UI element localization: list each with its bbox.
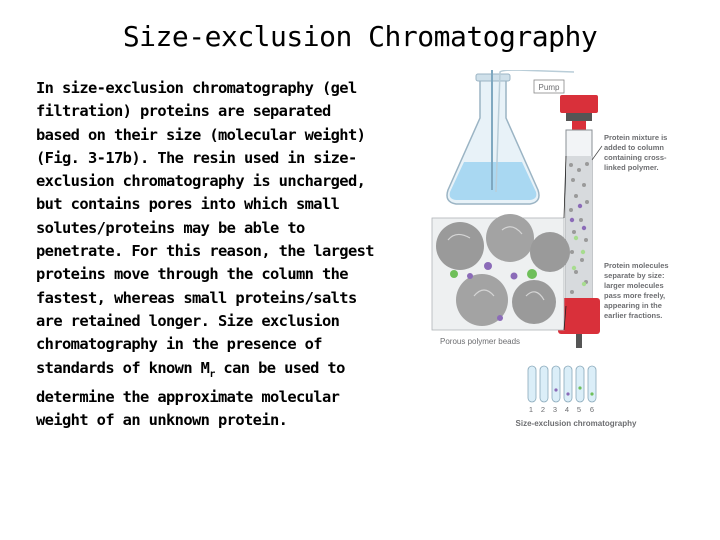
body-line: determine the approximate molecular xyxy=(36,387,340,406)
body-line: fastest, whereas small proteins/salts xyxy=(36,288,357,307)
body-paragraph xyxy=(36,77,428,433)
caption-mid: Protein molecules separate by size: larger molecules pass more freely, appearing in the earlier fractions. xyxy=(604,261,669,320)
body-line-mr-prefix: standards of known M xyxy=(36,358,210,377)
pump-label: Pump xyxy=(538,83,560,92)
body-line: proteins move through the column the xyxy=(36,265,348,284)
figure-title: Size-exclusion chromatography xyxy=(515,419,637,428)
body-line: filtration) proteins are separated xyxy=(36,102,331,121)
body-line: exclusion chromatography is uncharged, xyxy=(36,172,366,191)
body-line: penetrate. For this reason, the largest xyxy=(36,242,374,261)
body-line: solutes/proteins may be able to xyxy=(36,218,305,237)
pump-icon xyxy=(560,95,598,131)
beads-label: Porous polymer beads xyxy=(440,337,521,346)
body-line-mr xyxy=(36,357,428,386)
mr-subscript: r xyxy=(209,368,215,380)
body-line: weight of an unknown protein. xyxy=(36,411,288,430)
body-line: are retained longer. Size exclusion xyxy=(36,311,340,330)
slide-title: Size-exclusion Chromatography xyxy=(122,20,598,53)
caption-top-pointer xyxy=(592,146,602,160)
caption-top: Protein mixture is added to column containing cross- linked polymer. xyxy=(604,133,668,172)
body-line: (Fig. 3-17b). The resin used in size- xyxy=(36,148,357,167)
body-line: In size-exclusion chromatography (gel xyxy=(36,79,357,97)
body-line: based on their size (molecular weight) xyxy=(36,125,366,144)
chromatography-figure xyxy=(426,70,720,440)
body-line: chromatography in the presence of xyxy=(36,335,322,354)
tube-numbers: 1 2 3 4 5 6 xyxy=(528,405,595,414)
body-line: but contains pores into which small xyxy=(36,195,340,214)
collection-tubes xyxy=(528,366,596,402)
body-line-mr-suffix: can be used to xyxy=(214,358,345,377)
figure-illustration xyxy=(426,70,720,440)
